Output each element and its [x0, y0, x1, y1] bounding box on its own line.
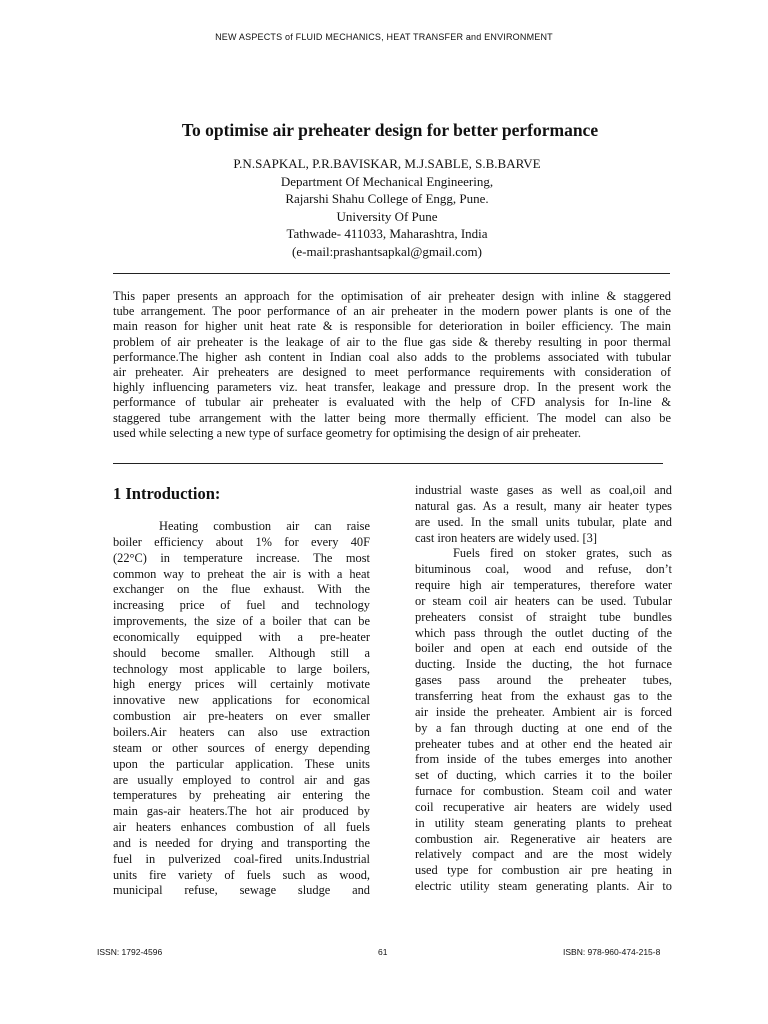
body-line: fuel in pulverized coal-fired units.Industrial	[113, 851, 370, 866]
body-line: upon the particular application. These units	[113, 756, 370, 771]
body-line: boiler and open at each end outside of the	[415, 641, 672, 656]
abstract-line: This paper presents an approach for the optimisation of air preheater design with inline & staggered	[113, 289, 671, 303]
author-email: (e-mail:prashantsapkal@gmail.com)	[292, 243, 482, 259]
body-line: are used. In the small units tubular, plate and	[415, 514, 672, 529]
footer-page-number: 61	[378, 947, 388, 957]
right-column	[415, 483, 672, 895]
body-line: are usually employed to control air and gas	[113, 772, 370, 787]
running-head: NEW ASPECTS of FLUID MECHANICS, HEAT TRANSFER and ENVIRONMENT	[215, 32, 553, 42]
body-line: relatively compact and are the most widely	[415, 847, 672, 862]
body-line: electric utility steam generating plants. Air to	[415, 879, 672, 894]
abstract-line: staggered tube arrangement with the latter being more thermally efficient. The model can also be	[113, 410, 671, 425]
affiliation-department: Department Of Mechanical Engineering,	[280, 173, 494, 189]
body-line: air heaters enhances combustion of all fuels	[113, 820, 370, 835]
affiliation-address: Tathwade- 411033, Maharashtra, India	[286, 226, 488, 242]
body-line: set of ducting, which carries it to the boiler	[415, 768, 672, 783]
author-names: P.N.SAPKAL, P.R.BAVISKAR, M.J.SABLE, S.B.BARVE	[233, 156, 541, 171]
body-line: used type for combustion air pre heating in	[415, 863, 672, 878]
body-line: Heating combustion air can raise	[159, 519, 370, 533]
left-column	[113, 483, 370, 899]
abstract-line: main reason for higher unit heat rate & is responsible for deterioration in boiler efficiency. The main	[113, 319, 671, 334]
body-line: cast iron heaters are widely used. [3]	[415, 530, 597, 545]
body-line: gases pass around the preheater tubes,	[415, 673, 672, 688]
body-line: boiler efficiency about 1% for every 40F	[113, 534, 370, 549]
body-line: municipal refuse, sewage sludge and	[113, 883, 370, 898]
body-line: steam or other sources of energy depending	[113, 740, 370, 755]
body-line: combustion air pre-heaters on ever smaller	[113, 709, 370, 724]
section-heading: 1 Introduction:	[113, 484, 221, 503]
body-line: require high air temperatures, therefore water	[415, 578, 672, 593]
body-line: innovative new applications for economical	[113, 693, 370, 708]
body-line: temperatures by preheating air entering the	[113, 788, 370, 803]
bottom-divider	[113, 463, 663, 464]
body-line: combustion air. Regenerative air heaters are	[415, 831, 672, 846]
body-line: transferring heat from the exhaust gas to the	[415, 688, 672, 703]
body-line: economically equipped with a pre-heater	[113, 629, 370, 644]
body-line: bituminous coal, wood and refuse, don’t	[415, 562, 672, 577]
paper-title: To optimise air preheater design for better performance	[181, 120, 599, 140]
body-line: which pass through the outlet ducting of the	[415, 625, 672, 640]
abstract-line: used while selecting a new type of surface geometry for optimising the design of air preheater.	[113, 425, 581, 440]
body-line: common way to preheat the air is with a heat	[113, 566, 370, 581]
body-line: high energy prices will certainly motivate	[113, 677, 370, 692]
body-line: industrial waste gases as well as coal,oil and	[415, 483, 672, 497]
body-line: (22°C) in temperature increase. The most	[113, 550, 370, 565]
body-line: exchanger on the flue exhaust. With the	[113, 582, 370, 597]
body-line: air inside the preheater. Ambient air is forced	[415, 704, 672, 719]
body-line: Fuels fired on stoker grates, such as	[453, 546, 672, 561]
body-line: coil recuperative air heaters are widely used	[415, 799, 672, 814]
body-line: or steam coil air heaters can be used. Tubular	[415, 593, 672, 608]
body-line: should become smaller. Although still a	[113, 645, 370, 660]
body-line: from inside of the tubes emerges into another	[415, 752, 672, 767]
author-block	[0, 155, 768, 261]
abstract	[113, 289, 671, 441]
top-divider	[113, 273, 670, 274]
body-line: and is needed for drying and transporting the	[113, 835, 370, 850]
body-line: improvements, the size of a boiler that can be	[113, 614, 370, 629]
body-line: natural gas. As a result, many air heater types	[415, 498, 672, 513]
body-line: furnace for combustion. Steam coil and water	[415, 784, 672, 799]
body-line: by a fan through ducting at one end of the	[415, 720, 672, 735]
footer-issn: ISSN: 1792-4596	[97, 947, 163, 957]
body-line: units fire variety of fuels such as wood,	[113, 867, 370, 882]
body-line: main gas-air heaters.The hot air produced by	[113, 804, 370, 819]
abstract-line: air preheater. Air preheaters are designed to meet performance requirements with consideration of	[113, 364, 671, 379]
affiliation-university: University Of Pune	[336, 208, 438, 224]
body-line: boilers.Air heaters can also use extraction	[113, 724, 370, 739]
abstract-line: performance.The higher ash content in Indian coal also adds to the problems associated with tubular	[113, 349, 671, 364]
abstract-line: tube arrangement. The poor performance of an air preheater in the modern power plants is one of the	[113, 304, 671, 319]
abstract-line: highly influencing parameters viz. heat transfer, leakage and pressure drop. In the present work the	[113, 380, 671, 395]
affiliation-college: Rajarshi Shahu College of Engg, Pune.	[285, 191, 489, 207]
body-line: technology most applicable to large boilers,	[113, 661, 370, 676]
abstract-line: problem of air preheater is the leakage of air to the flue gas side & thereby resulting in poor thermal	[113, 334, 671, 349]
abstract-line: performance of tubular air preheater is evaluated with the help of CFD analysis for In-line &	[113, 395, 671, 410]
footer-isbn: ISBN: 978-960-474-215-8	[563, 947, 661, 957]
body-line: preheater tubes and at other end the heated air	[415, 736, 672, 751]
body-line: preheaters consist of straight tube bundles	[415, 609, 672, 624]
body-line: increasing price of fuel and technology	[113, 598, 370, 613]
body-line: in utility steam generating plants to preheat	[415, 815, 672, 830]
body-line: ducting. Inside the ducting, the hot furnace	[415, 657, 672, 672]
